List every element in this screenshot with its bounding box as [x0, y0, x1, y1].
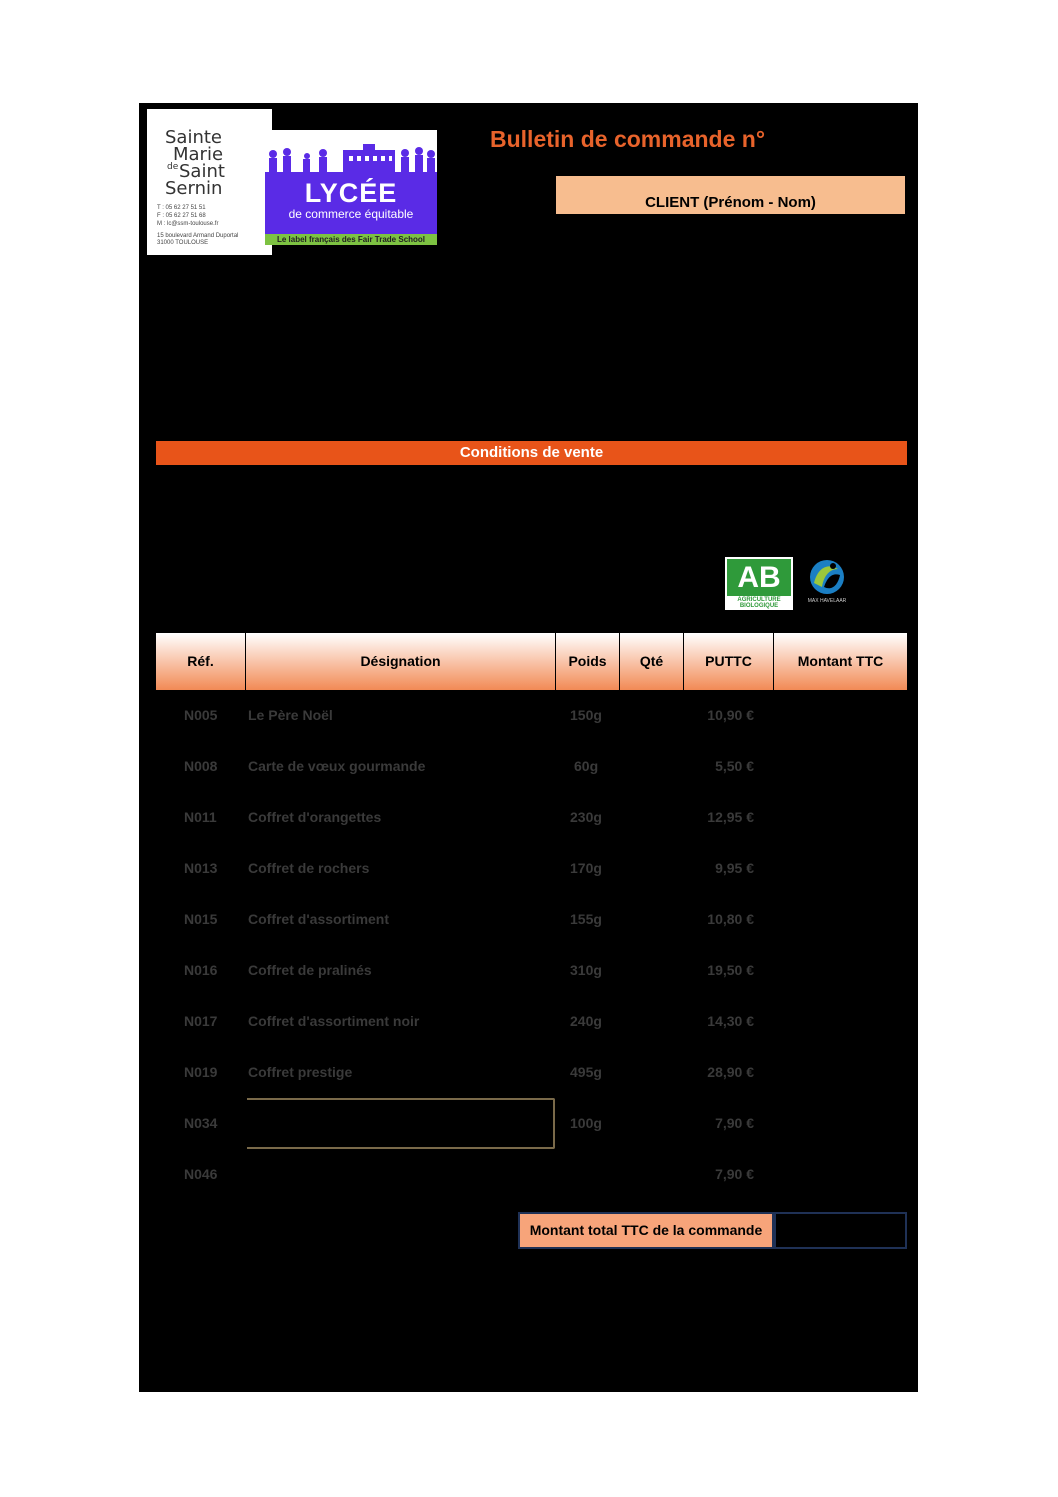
designation-cell: Coffret de pralinés: [248, 962, 372, 978]
table-row: [156, 741, 907, 792]
puttc-cell: 10,90 €: [707, 707, 754, 723]
designation-cell: Coffret de rochers: [248, 860, 370, 876]
designation-cell: Coffret d'assortiment noir: [248, 1013, 420, 1029]
client-name-field[interactable]: CLIENT (Prénom - Nom): [556, 176, 905, 214]
poids-cell: 100g: [570, 1115, 602, 1131]
puttc-cell: 12,95 €: [707, 809, 754, 825]
designation-cell: Carte de vœux gourmande: [248, 758, 426, 774]
ref-cell: N005: [184, 707, 218, 723]
conditions-de-vente-header: Conditions de vente: [156, 441, 907, 465]
puttc-cell: 9,95 €: [715, 860, 754, 876]
total-amount-field[interactable]: [774, 1212, 907, 1249]
school-address: 15 boulevard Armand Duportal 31000 TOULOUSE: [157, 233, 239, 246]
lycee-band: LYCÉE de commerce équitable: [265, 172, 437, 234]
puttc-cell: 7,90 €: [715, 1166, 754, 1182]
designation-cell: Le Père Noël: [248, 707, 333, 723]
ref-cell: N008: [184, 758, 218, 774]
table-row: [156, 690, 907, 741]
table-row: [156, 894, 907, 945]
designation-cell: Coffret d'assortiment: [248, 911, 390, 927]
puttc-cell: 10,80 €: [707, 911, 754, 927]
ref-cell: N017: [184, 1013, 218, 1029]
table-row: [156, 1098, 907, 1149]
designation-cell: Coffret prestige: [248, 1064, 353, 1080]
ref-cell: N034: [184, 1115, 218, 1131]
ref-cell: N011: [184, 809, 217, 825]
school-logo: [147, 109, 272, 255]
lycee-commerce-equitable-logo: [265, 130, 437, 245]
column-header-ref: Réf.: [156, 633, 246, 690]
ref-cell: N013: [184, 860, 218, 876]
page-title: Bulletin de commande n°: [490, 126, 766, 152]
school-contact: T : 05 62 27 51 51 F : 05 62 27 51 68 M : lc@ssm-toulouse.fr: [157, 205, 219, 227]
puttc-cell: 7,90 €: [715, 1115, 754, 1131]
table-row: [156, 1047, 907, 1098]
poids-cell: 155g: [570, 911, 602, 927]
table-row: [156, 1149, 907, 1200]
poids-cell: 230g: [570, 809, 602, 825]
poids-cell: 60g: [574, 758, 599, 774]
column-header-qte: Qté: [620, 633, 684, 690]
ref-cell: N016: [184, 962, 218, 978]
column-header-puttc: PUTTC: [684, 633, 774, 690]
total-label: Montant total TTC de la commande: [518, 1212, 774, 1249]
column-header-poids: Poids: [556, 633, 620, 690]
school-name: Sainte Marie de Saint Sernin: [165, 127, 225, 199]
puttc-cell: 28,90 €: [707, 1064, 754, 1080]
poids-cell: 170g: [570, 860, 602, 876]
puttc-cell: 19,50 €: [707, 962, 754, 978]
table-row: [156, 792, 907, 843]
table-row: [156, 996, 907, 1047]
lycee-tagline: Le label français des Fair Trade School: [265, 234, 437, 245]
designation-cell: Coffret d'orangettes: [248, 809, 382, 825]
puttc-cell: 5,50 €: [715, 758, 754, 774]
ref-cell: N015: [184, 911, 218, 927]
ref-cell: N046: [184, 1166, 218, 1182]
column-header-montant-ttc: Montant TTC: [774, 633, 907, 690]
table-row: [156, 843, 907, 894]
fairtrade-icon: [802, 557, 852, 599]
puttc-cell: 14,30 €: [707, 1013, 754, 1029]
table-row: [156, 945, 907, 996]
ab-agriculture-biologique-logo: AB AGRICULTURE BIOLOGIQUE: [725, 557, 793, 610]
poids-cell: 495g: [570, 1064, 602, 1080]
column-header-designation: Désignation: [246, 633, 556, 690]
poids-cell: 310g: [570, 962, 602, 978]
max-havelaar-logo: MAX HAVELAAR: [802, 557, 852, 607]
people-building-icon: [265, 144, 437, 174]
ref-cell: N019: [184, 1064, 218, 1080]
poids-cell: 150g: [570, 707, 602, 723]
poids-cell: 240g: [570, 1013, 602, 1029]
